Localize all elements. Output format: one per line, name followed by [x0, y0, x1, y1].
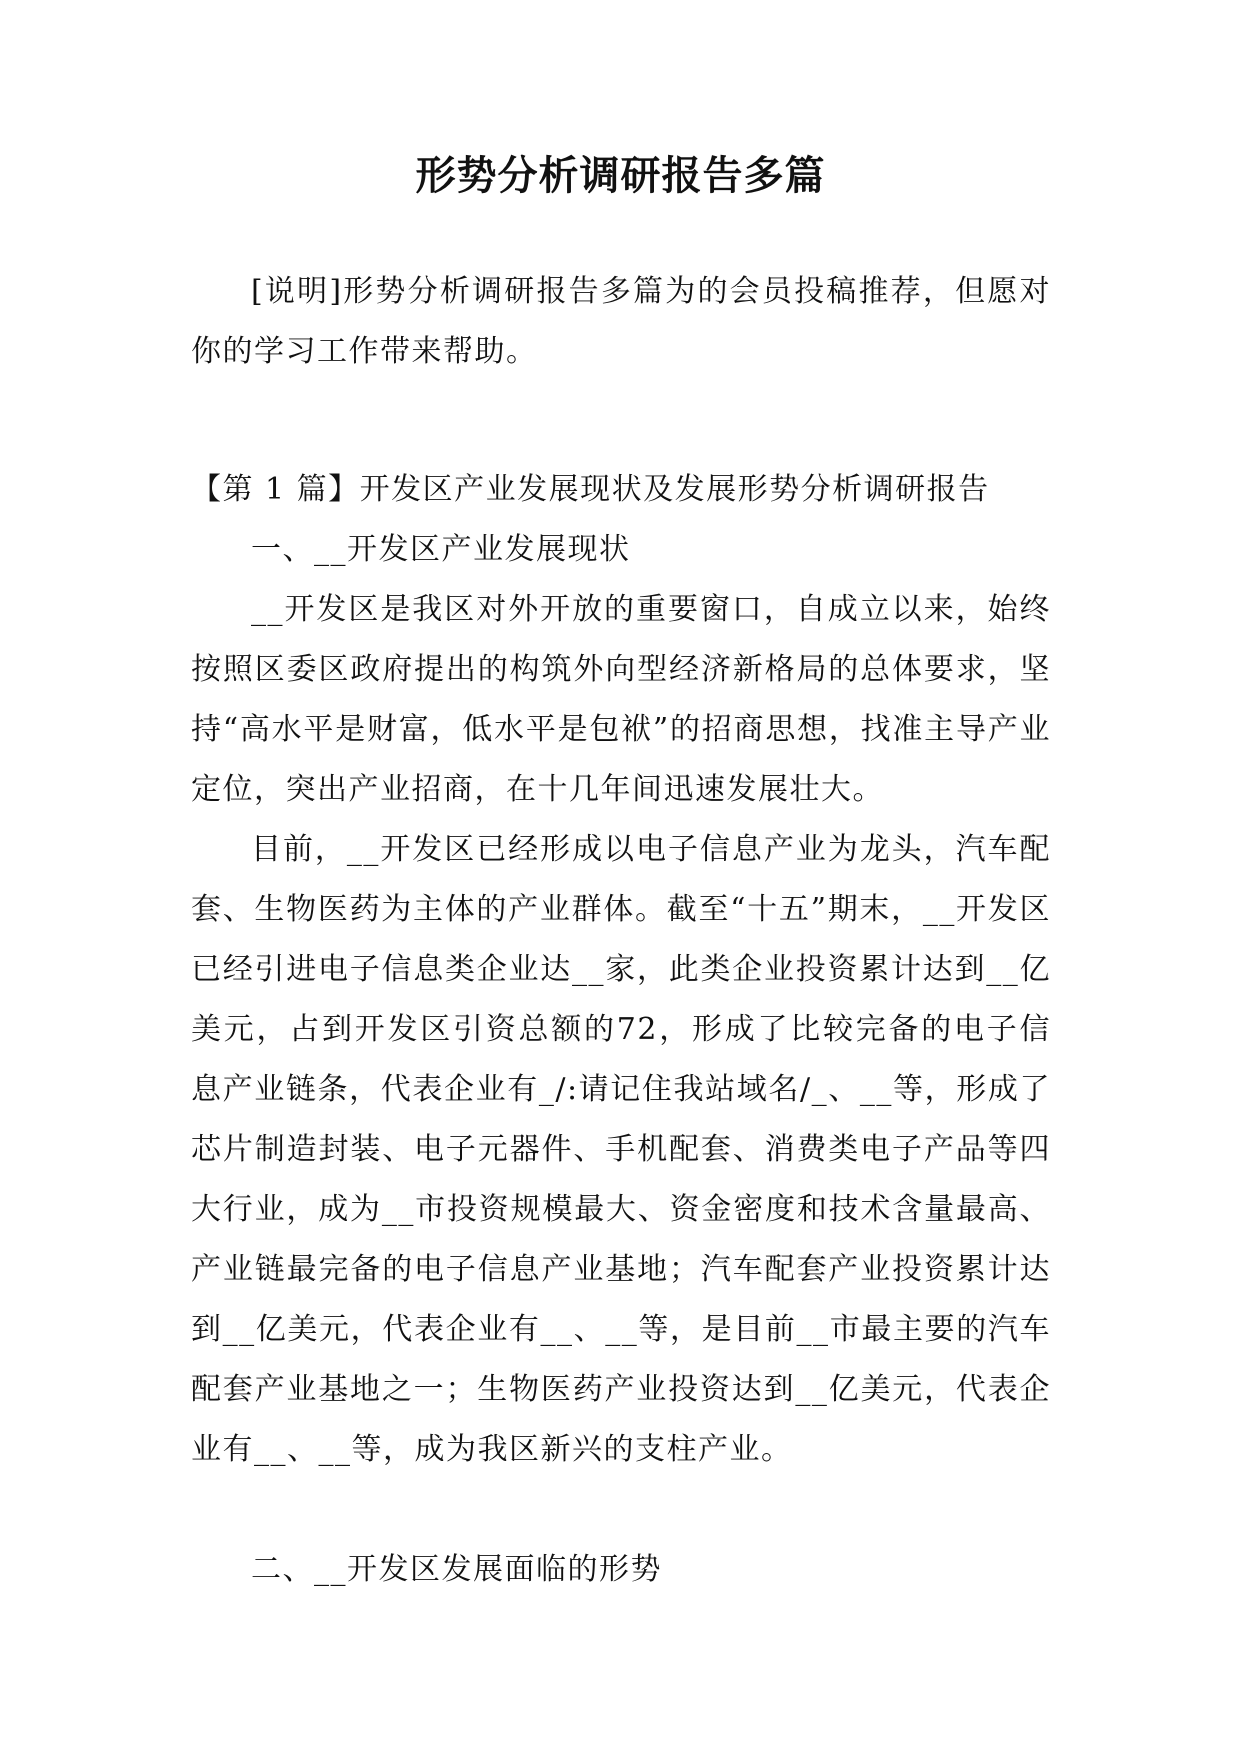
body-paragraph-1: __开发区是我区对外开放的重要窗口，自成立以来，始终按照区委区政府提出的构筑外向型经济新格局的总体要求，坚持“高水平是财富，低水平是包袱”的招商思想，找准主导产业定位，突出产业招商，在十几年间迅速发展壮大。 — [191, 592, 1051, 807]
subheading-1: 一、__开发区产业发展现状 — [251, 532, 631, 567]
subheading-2: 二、__开发区发展面临的形势 — [251, 1552, 662, 1587]
section-heading: 【第 1 篇】开发区产业发展现状及发展形势分析调研报告 — [191, 472, 990, 507]
body-paragraph-2: 目前，__开发区已经形成以电子信息产业为龙头，汽车配套、生物医药为主体的产业群体。截至“十五”期末，__开发区已经引进电子信息类企业达__家，此类企业投资累计达到__亿美元，占到开发区引资总额的72，形成了比较完备的电子信息产业链条，代表企业有_/:请记住我站域名/_、__等，形成了芯片制造封装、电子元器件、手机配套、消费类电子产品等四大行业，成为__市投资规模最大、资金密度和技术含量最高、产业链最完备的电子信息产业基地；汽车配套产业投资累计达到__亿美元，代表企业有__、__等，是目前__市最主要的汽车配套产业基地之一；生物医药产业投资达到__亿美元，代表企业有__、__等，成为我区新兴的支柱产业。 — [191, 832, 1051, 1467]
intro-paragraph: [说明]形势分析调研报告多篇为的会员投稿推荐，但愿对你的学习工作带来帮助。 — [191, 274, 1051, 369]
document-title: 形势分析调研报告多篇 — [415, 153, 826, 199]
